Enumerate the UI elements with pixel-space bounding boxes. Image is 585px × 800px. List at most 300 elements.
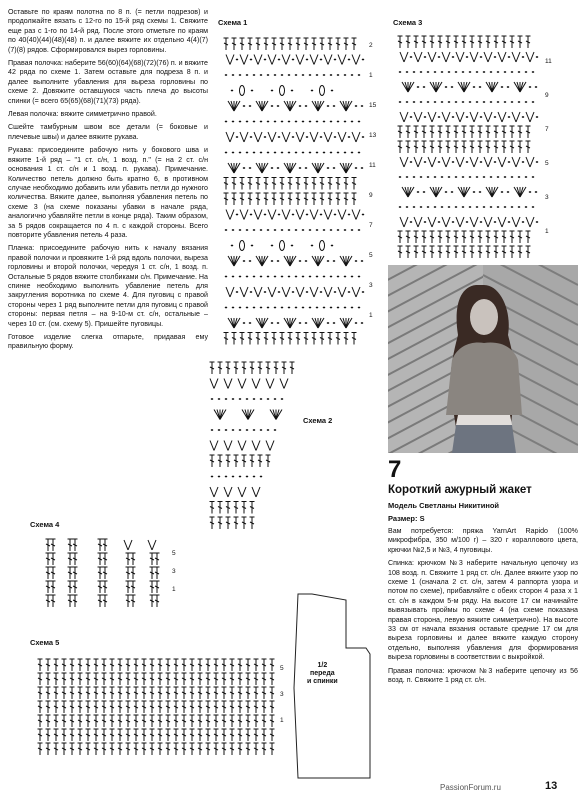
- stitch-symbol: [296, 287, 304, 297]
- row-number: 5: [280, 665, 284, 672]
- stitch-symbol: [340, 163, 352, 173]
- stitch-symbol: [309, 74, 312, 76]
- stitch-symbol: [239, 276, 242, 278]
- stitch-symbol: [126, 701, 131, 713]
- stitch-symbol: [246, 429, 249, 431]
- stitch-symbol: [62, 743, 67, 755]
- stitch-symbol: [295, 121, 298, 123]
- stitch-symbol: [458, 187, 470, 197]
- stitch-symbol: [150, 715, 155, 727]
- stitch-symbol: [232, 276, 235, 278]
- stitch-symbol: [504, 101, 507, 103]
- stitch-symbol: [512, 217, 520, 227]
- stitch-symbol: [334, 291, 337, 293]
- stitch-symbol: [277, 105, 280, 107]
- stitch-symbol: [214, 715, 219, 727]
- stitch-symbol: [420, 71, 423, 73]
- stitch-symbol: [340, 256, 352, 266]
- stitch-symbol: [302, 307, 305, 309]
- stitch-symbol: [94, 715, 99, 727]
- stitch-symbol: [536, 116, 539, 118]
- stitch-symbol: [249, 167, 252, 169]
- stitch-symbol: [228, 256, 240, 266]
- stitch-symbol: [128, 540, 132, 550]
- row-number: 2: [369, 42, 373, 49]
- stitch-symbol: [126, 595, 131, 607]
- stitch-symbol: [206, 673, 211, 685]
- stitch-symbol: [218, 362, 223, 374]
- row-number: 1: [369, 312, 373, 319]
- stitch-symbol: [78, 687, 83, 699]
- stitch-symbol: [300, 132, 304, 142]
- stitch-symbol: [158, 673, 163, 685]
- stitch-symbol: [254, 687, 259, 699]
- stitch-symbol: [226, 455, 231, 467]
- stitch-symbol: [214, 379, 218, 389]
- stitch-symbol: [488, 217, 492, 227]
- stitch-symbol: [214, 487, 218, 497]
- stitch-symbol: [304, 193, 309, 205]
- stitch-symbol: [258, 362, 263, 374]
- stitch-symbol: [305, 260, 308, 262]
- stitch-symbol: [432, 112, 436, 122]
- stitch-symbol: [51, 567, 56, 579]
- stitch-symbol: [51, 553, 56, 565]
- stitch-symbol: [330, 276, 333, 278]
- stitch-symbol: [327, 260, 330, 262]
- stitch-symbol: [314, 210, 318, 220]
- stitch-symbol: [254, 287, 258, 297]
- stitch-symbol: [355, 105, 358, 107]
- stitch-symbol: [38, 701, 43, 713]
- stitch-symbol: [536, 161, 539, 163]
- stitch-symbol: [399, 176, 402, 178]
- stitch-symbol: [250, 291, 253, 293]
- stitch-symbol: [473, 86, 476, 88]
- stitch-symbol: [344, 229, 347, 231]
- stitch-symbol: [110, 687, 115, 699]
- stitch-symbol: [320, 86, 325, 96]
- stitch-symbol: [312, 318, 324, 328]
- stitch-symbol: [414, 217, 418, 227]
- stitch-symbol: [484, 52, 492, 62]
- stitch-symbol: [502, 126, 507, 138]
- stitch-symbol: [254, 659, 259, 671]
- stitch-symbol: [456, 157, 464, 167]
- stitch-symbol: [246, 229, 249, 231]
- stitch-symbol: [260, 307, 263, 309]
- stitch-symbol: [231, 245, 234, 247]
- stitch-symbol: [226, 132, 230, 142]
- stitch-symbol: [508, 116, 511, 118]
- stitch-symbol: [131, 567, 136, 579]
- stitch-symbol: [190, 701, 195, 713]
- stitch-symbol: [398, 231, 403, 243]
- stitch-symbol: [274, 429, 277, 431]
- stitch-symbol: [448, 71, 451, 73]
- stitch-symbol: [264, 59, 267, 61]
- stitch-symbol: [352, 333, 357, 345]
- stitch-symbol: [280, 38, 285, 50]
- stitch-symbol: [240, 86, 245, 96]
- stitch-symbol: [309, 307, 312, 309]
- stitch-symbol: [469, 176, 472, 178]
- stitch-symbol: [454, 141, 459, 153]
- stitch-symbol: [442, 217, 450, 227]
- stitch-symbol: [418, 52, 422, 62]
- stitch-symbol: [38, 715, 43, 727]
- stitch-symbol: [295, 74, 298, 76]
- stitch-symbol: [281, 276, 284, 278]
- stitch-symbol: [270, 673, 275, 685]
- stitch-symbol: [126, 715, 131, 727]
- stitch-symbol: [424, 221, 427, 223]
- stitch-symbol: [239, 74, 242, 76]
- stitch-symbol: [494, 161, 497, 163]
- stitch-symbol: [206, 687, 211, 699]
- stitch-symbol: [448, 206, 451, 208]
- stitch-symbol: [134, 659, 139, 671]
- stitch-symbol: [152, 540, 156, 550]
- stitch-symbol: [282, 132, 290, 142]
- stitch-symbol: [302, 74, 305, 76]
- stitch-symbol: [328, 287, 332, 297]
- stitch-symbol: [327, 167, 330, 169]
- stitch-symbol: [507, 191, 510, 193]
- stitch-symbol: [460, 217, 464, 227]
- scheme-2-label: Схема 2: [303, 416, 333, 425]
- stitch-symbol: [328, 210, 332, 220]
- stitch-symbol: [311, 90, 314, 92]
- stitch-symbol: [214, 673, 219, 685]
- stitch-symbol: [210, 441, 214, 451]
- stitch-symbol: [432, 157, 436, 167]
- stitch-symbol: [462, 176, 465, 178]
- stitch-symbol: [526, 126, 531, 138]
- stitch-symbol: [309, 121, 312, 123]
- stitch-symbol: [434, 71, 437, 73]
- stitch-symbol: [470, 36, 475, 48]
- stitch-symbol: [280, 241, 285, 251]
- stitch-symbol: [454, 231, 459, 243]
- stitch-symbol: [124, 540, 128, 550]
- stitch-symbol: [251, 245, 254, 247]
- row-number: 3: [369, 282, 373, 289]
- stitch-symbol: [103, 595, 108, 607]
- row-number: 3: [172, 568, 176, 575]
- stitch-symbol: [417, 191, 420, 193]
- stitch-symbol: [484, 217, 492, 227]
- stitch-symbol: [224, 193, 229, 205]
- stitch-symbol: [516, 112, 520, 122]
- stitch-symbol: [314, 55, 318, 65]
- stitch-symbol: [333, 322, 336, 324]
- stitch-symbol: [361, 105, 364, 107]
- stitch-symbol: [518, 141, 523, 153]
- paragraph: Планка: присоедините рабочую нить к началу вязания правой полочки и провяжите 1-й ряд вдоль полочки, выреза горловины и второй полочки, чередуя 1 ст. с/н, 1 возд. п. Остальные 5 рядов вяжите столбиками с/н. Примечание. На спинке необходимо выполнить убавление петель для закругления воротника по схеме 4. Для пуговиц с правой стороны через 1 ряд выполните петли для пуговиц с правой стороны: первая петля – на 9-10-м ст. с/н, остальные – через 10 ст. (см. схему 5). Пришейте пуговицы.: [8, 244, 208, 328]
- stitch-symbol: [504, 71, 507, 73]
- stitch-symbol: [526, 112, 530, 122]
- stitch-symbol: [344, 276, 347, 278]
- stitch-symbol: [46, 715, 51, 727]
- stitch-symbol: [400, 112, 404, 122]
- stitch-symbol: [532, 101, 535, 103]
- stitch-symbol: [470, 126, 475, 138]
- stitch-symbol: [446, 231, 451, 243]
- stitch-symbol: [352, 38, 357, 50]
- stitch-symbol: [456, 112, 460, 122]
- stitch-symbol: [224, 487, 232, 497]
- stitch-symbol: [280, 379, 288, 389]
- stitch-symbol: [272, 287, 276, 297]
- stitch-symbol: [238, 715, 243, 727]
- stitch-symbol: [214, 441, 218, 451]
- stitch-symbol: [518, 36, 523, 48]
- stitch-symbol: [253, 307, 256, 309]
- scheme-5-label: Схема 5: [30, 638, 60, 647]
- stitch-symbol: [316, 74, 319, 76]
- stitch-symbol: [62, 701, 67, 713]
- stitch-symbol: [502, 36, 507, 48]
- stitch-symbol: [340, 101, 352, 111]
- stitch-symbol: [226, 55, 230, 65]
- stitch-symbol: [225, 429, 228, 431]
- stitch-symbol: [512, 52, 520, 62]
- stitch-symbol: [214, 687, 219, 699]
- stitch-symbol: [358, 276, 361, 278]
- stitch-symbol: [268, 132, 272, 142]
- stitch-symbol: [254, 701, 259, 713]
- stitch-symbol: [442, 157, 450, 167]
- stitch-symbol: [427, 101, 430, 103]
- stitch-symbol: [502, 231, 507, 243]
- stitch-symbol: [334, 59, 337, 61]
- stitch-symbol: [288, 121, 291, 123]
- stitch-symbol: [228, 101, 240, 111]
- stitch-symbol: [331, 245, 334, 247]
- stitch-symbol: [94, 673, 99, 685]
- stitch-symbol: [309, 229, 312, 231]
- stitch-symbol: [274, 74, 277, 76]
- stitch-symbol: [225, 476, 228, 478]
- stitch-symbol: [309, 276, 312, 278]
- stitch-symbol: [480, 161, 483, 163]
- stitch-symbol: [476, 206, 479, 208]
- stitch-symbol: [442, 217, 446, 227]
- stitch-symbol: [78, 729, 83, 741]
- stitch-symbol: [271, 260, 274, 262]
- stitch-symbol: [288, 307, 291, 309]
- stitch-symbol: [225, 229, 228, 231]
- stitch-symbol: [362, 291, 365, 293]
- stitch-symbol: [218, 517, 223, 529]
- stitch-symbol: [479, 86, 482, 88]
- stitch-symbol: [438, 231, 443, 243]
- stitch-symbol: [174, 673, 179, 685]
- stitch-symbol: [311, 245, 314, 247]
- stitch-symbol: [46, 743, 51, 755]
- stitch-symbol: [243, 322, 246, 324]
- stitch-symbol: [222, 701, 227, 713]
- stitch-symbol: [267, 276, 270, 278]
- stitch-symbol: [306, 291, 309, 293]
- stitch-symbol: [254, 210, 258, 220]
- stitch-symbol: [320, 59, 323, 61]
- stitch-symbol: [296, 333, 301, 345]
- stitch-symbol: [398, 126, 403, 138]
- stitch-symbol: [268, 287, 276, 297]
- stitch-symbol: [270, 715, 275, 727]
- stitch-symbol: [54, 701, 59, 713]
- stitch-symbol: [337, 74, 340, 76]
- scheme-3-label: Схема 3: [393, 18, 423, 27]
- stitch-symbol: [210, 487, 214, 497]
- stitch-symbol: [118, 715, 123, 727]
- stitch-symbol: [536, 221, 539, 223]
- stitch-symbol: [230, 659, 235, 671]
- stitch-symbol: [526, 157, 530, 167]
- stitch-symbol: [460, 157, 464, 167]
- stitch-symbol: [272, 55, 276, 65]
- stitch-symbol: [288, 276, 291, 278]
- stitch-symbol: [428, 112, 436, 122]
- stitch-symbol: [260, 429, 263, 431]
- stitch-symbol: [232, 152, 235, 154]
- stitch-symbol: [502, 52, 506, 62]
- stitch-symbol: [442, 52, 446, 62]
- stitch-symbol: [320, 136, 323, 138]
- stitch-symbol: [68, 567, 73, 579]
- stitch-symbol: [124, 540, 132, 550]
- stitch-symbol: [86, 687, 91, 699]
- stitch-symbol: [260, 152, 263, 154]
- stitch-symbol: [422, 36, 427, 48]
- stitch-symbol: [228, 441, 232, 451]
- stitch-symbol: [174, 687, 179, 699]
- stitch-symbol: [218, 502, 223, 514]
- stitch-symbol: [400, 157, 404, 167]
- stitch-symbol: [323, 121, 326, 123]
- stitch-symbol: [264, 38, 269, 50]
- row-number: 5: [369, 252, 373, 259]
- stitch-symbol: [225, 276, 228, 278]
- stitch-symbol: [410, 56, 413, 58]
- stitch-symbol: [254, 132, 258, 142]
- stitch-symbol: [251, 90, 254, 92]
- stitch-symbol: [272, 210, 276, 220]
- stitch-symbol: [262, 687, 267, 699]
- stitch-symbol: [118, 687, 123, 699]
- stitch-symbol: [337, 229, 340, 231]
- stitch-symbol: [337, 121, 340, 123]
- stitch-symbol: [268, 55, 272, 65]
- stitch-symbol: [214, 743, 219, 755]
- stitch-symbol: [352, 287, 360, 297]
- stitch-symbol: [470, 52, 474, 62]
- stitch-symbol: [70, 715, 75, 727]
- stitch-symbol: [78, 701, 83, 713]
- stitch-symbol: [511, 101, 514, 103]
- stitch-symbol: [174, 659, 179, 671]
- stitch-symbol: [442, 52, 450, 62]
- stitch-symbol: [166, 729, 171, 741]
- stitch-symbol: [264, 178, 269, 190]
- stitch-symbol: [78, 743, 83, 755]
- stitch-symbol: [252, 487, 256, 497]
- stitch-symbol: [150, 729, 155, 741]
- stitch-symbol: [248, 38, 253, 50]
- stitch-symbol: [494, 116, 497, 118]
- stitch-symbol: [355, 322, 358, 324]
- stitch-symbol: [253, 276, 256, 278]
- stitch-symbol: [166, 673, 171, 685]
- stitch-symbol: [198, 673, 203, 685]
- stitch-symbol: [54, 673, 59, 685]
- stitch-symbol: [266, 455, 271, 467]
- stitch-symbol: [110, 743, 115, 755]
- stitch-symbol: [526, 141, 531, 153]
- model-title: Короткий ажурный жакет: [388, 484, 532, 496]
- stitch-symbol: [414, 36, 419, 48]
- stitch-symbol: [328, 55, 332, 65]
- stitch-symbol: [46, 553, 51, 565]
- stitch-symbol: [355, 260, 358, 262]
- stitch-symbol: [240, 287, 244, 297]
- stitch-symbol: [78, 659, 83, 671]
- stitch-symbol: [400, 217, 404, 227]
- stitch-symbol: [224, 333, 229, 345]
- stitch-symbol: [469, 101, 472, 103]
- stitch-symbol: [62, 659, 67, 671]
- stitch-symbol: [284, 163, 296, 173]
- scheme-4-label: Схема 4: [30, 520, 60, 529]
- stitch-symbol: [270, 701, 275, 713]
- stitch-symbol: [400, 52, 408, 62]
- stitch-symbol: [224, 379, 232, 389]
- stitch-symbol: [470, 141, 475, 153]
- stitch-symbol: [126, 673, 131, 685]
- stitch-symbol: [272, 38, 277, 50]
- stitch-symbol: [248, 193, 253, 205]
- stitch-symbol: [267, 74, 270, 76]
- stitch-symbol: [225, 152, 228, 154]
- stitch-symbol: [355, 167, 358, 169]
- stitch-symbol: [142, 673, 147, 685]
- stitch-symbol: [70, 729, 75, 741]
- stitch-symbol: [525, 206, 528, 208]
- stitch-symbol: [356, 132, 360, 142]
- stitch-symbol: [414, 52, 422, 62]
- stitch-symbol: [118, 673, 123, 685]
- stitch-symbol: [508, 221, 511, 223]
- stitch-symbol: [512, 157, 520, 167]
- stitch-symbol: [226, 287, 230, 297]
- stitch-symbol: [328, 193, 333, 205]
- stitch-symbol: [320, 38, 325, 50]
- stitch-symbol: [462, 246, 467, 258]
- stitch-symbol: [494, 231, 499, 243]
- stitch-symbol: [344, 307, 347, 309]
- stitch-symbol: [210, 455, 215, 467]
- stitch-symbol: [246, 743, 251, 755]
- model-photo: [388, 265, 578, 453]
- stitch-symbol: [470, 217, 478, 227]
- stitch-symbol: [344, 178, 349, 190]
- stitch-symbol: [305, 167, 308, 169]
- stitch-symbol: [274, 121, 277, 123]
- stitch-symbol: [190, 715, 195, 727]
- stitch-symbol: [94, 687, 99, 699]
